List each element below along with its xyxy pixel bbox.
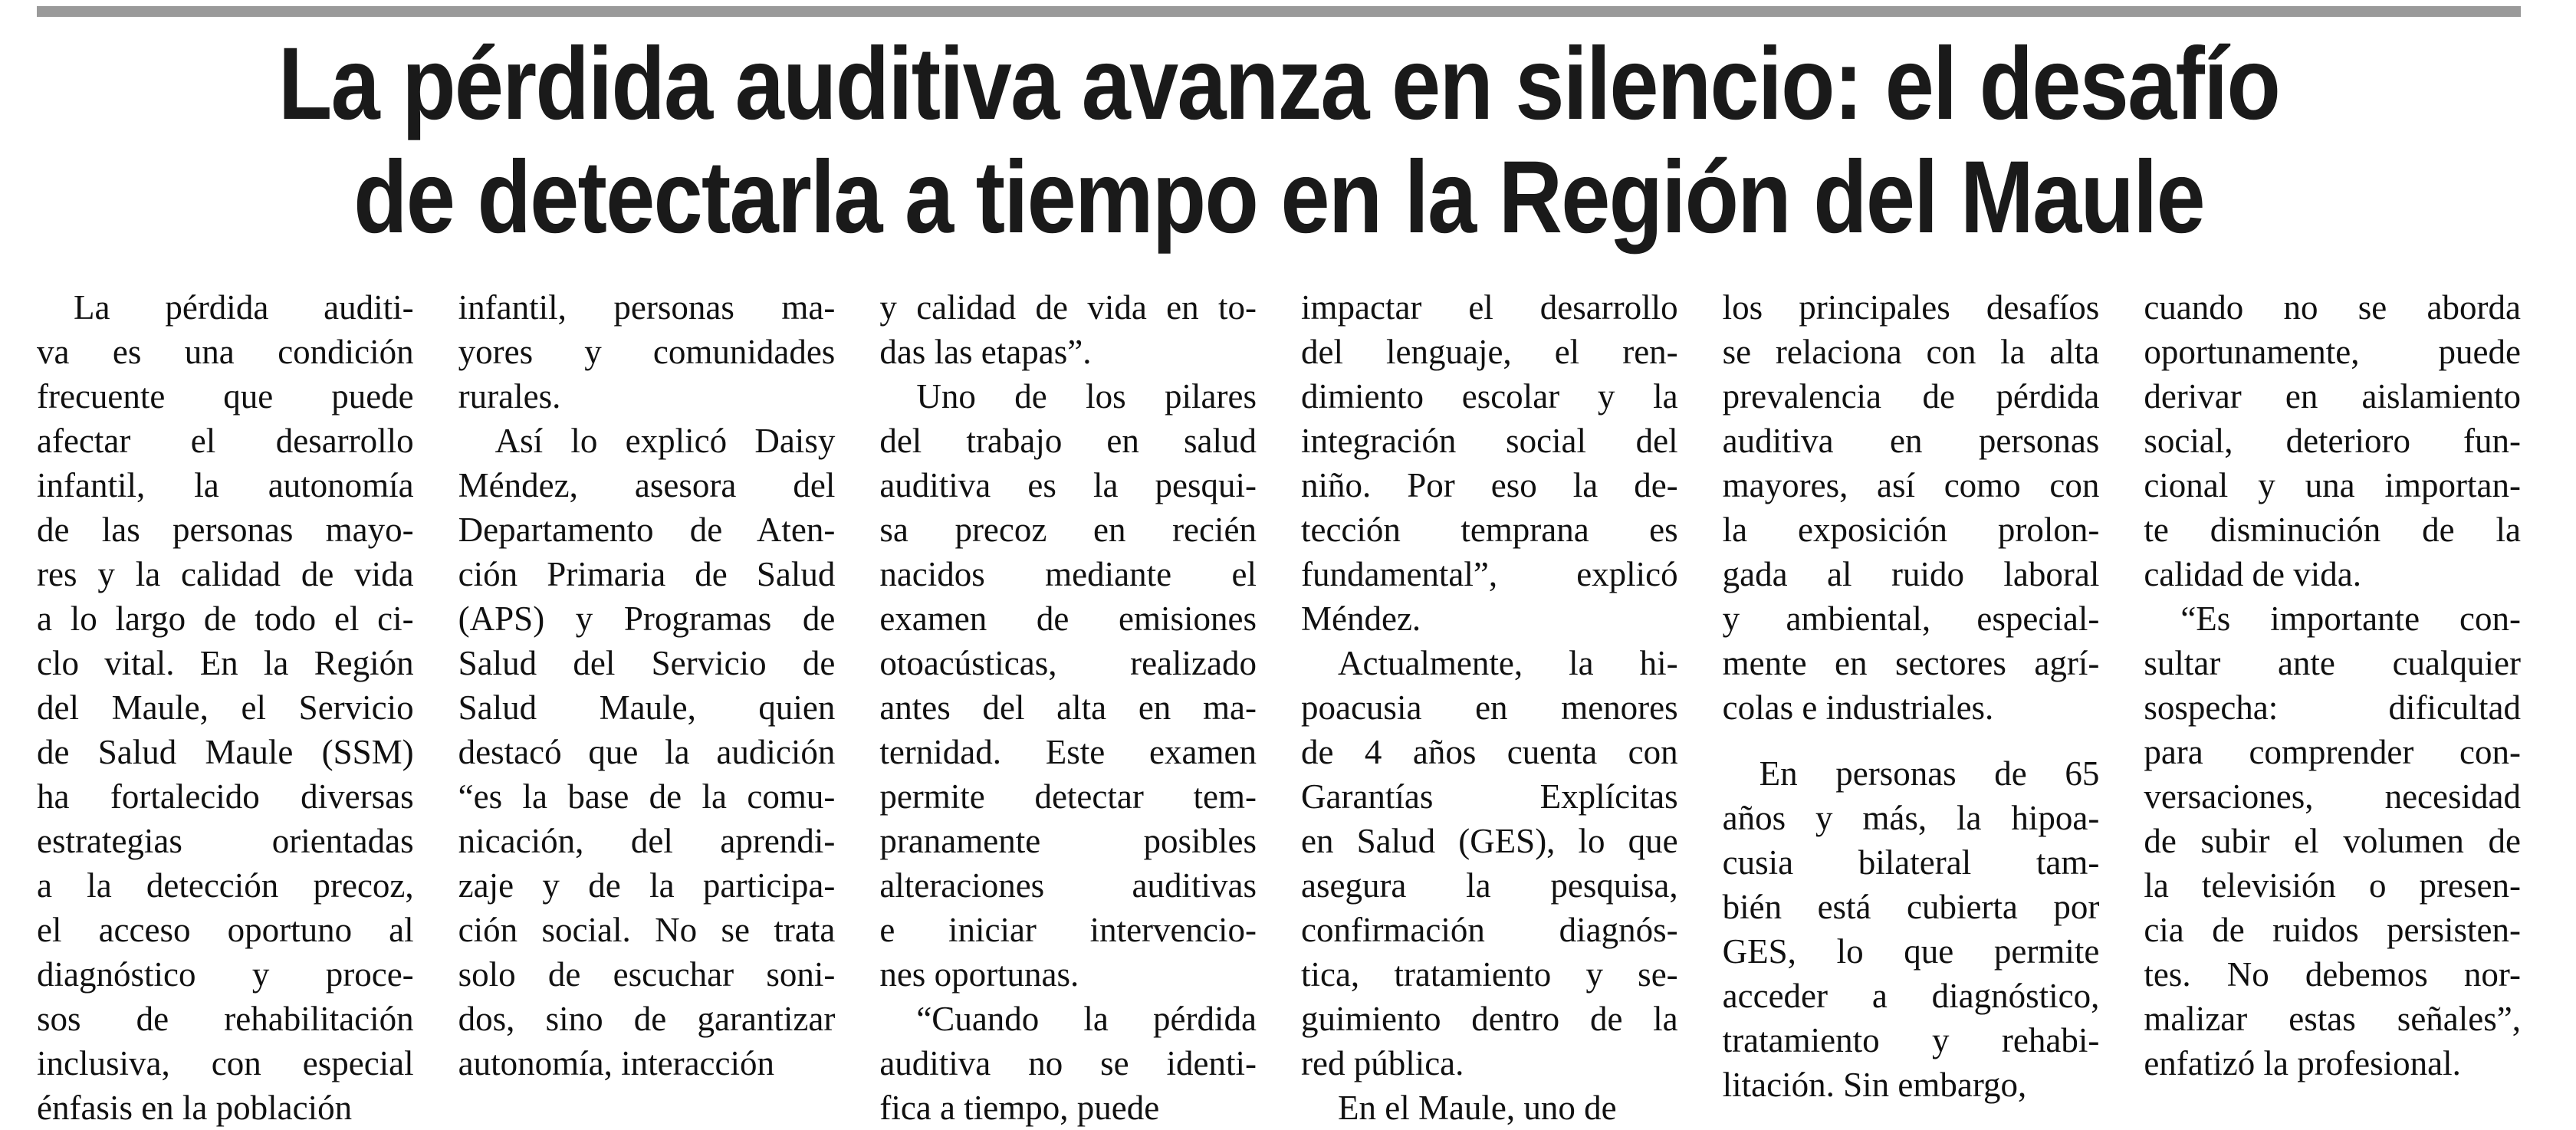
article-text-line: e iniciar intervencio- — [879, 911, 1257, 949]
article-text-line: sospecha: dificultad — [2144, 688, 2521, 727]
article-text-line: cional y una importan- — [2144, 466, 2521, 504]
article-text-line: “es la base de la comu- — [458, 777, 836, 816]
article-text-line: das las etapas”. — [879, 333, 1092, 371]
article-text-line: el acceso oportuno al — [37, 911, 414, 949]
article-text-line: ternidad. Este examen — [879, 733, 1257, 771]
article-paragraph — [879, 997, 1257, 1130]
article-text-line: ha fortalecido diversas — [37, 777, 414, 816]
article-text-line: integración social del — [1300, 422, 1678, 460]
article-text-line: Uno de los pilares — [916, 377, 1257, 416]
article-text-line: ción Primaria de Salud — [458, 555, 836, 593]
article-text-line: fica a tiempo, puede — [879, 1089, 1160, 1127]
article-text-line: GES, lo que permite — [1722, 932, 2100, 971]
article-text-line: malizar estas señales”, — [2144, 1000, 2521, 1038]
article-paragraph — [458, 419, 836, 1086]
article-text-line: nes oportunas. — [879, 955, 1079, 994]
article-text-line: fundamental”, explicó — [1300, 555, 1678, 593]
article-text-line: de subir el volumen de — [2144, 822, 2521, 860]
article-text-line: años y más, la hipoa- — [1722, 799, 2100, 837]
article-text-line: sa precoz en recién — [879, 511, 1257, 549]
article-text-line: de 4 años cuenta con — [1300, 733, 1678, 771]
article-text-line: acceder a diagnóstico, — [1722, 977, 2100, 1015]
article-text-line: alteraciones auditivas — [879, 866, 1257, 905]
article-column-1 — [37, 285, 414, 1130]
article-column-3 — [879, 285, 1257, 1130]
article-text-line: confirmación diagnós- — [1300, 911, 1678, 949]
article-text-line: a la detección precoz, — [37, 866, 414, 905]
article-text-line: En personas de 65 — [1759, 754, 2100, 793]
headline — [211, 28, 2347, 255]
article-text-line: tratamiento y rehabi- — [1722, 1021, 2100, 1059]
article-text-line: diagnóstico y proce- — [37, 955, 414, 994]
article-text-line: antes del alta en ma- — [879, 688, 1257, 727]
article-text-line: yores y comunidades — [458, 333, 836, 371]
article-text-line: Departamento de Aten- — [458, 511, 836, 549]
article-text-line: a lo largo de todo el ci- — [37, 599, 414, 638]
article-text-line: “Es importante con- — [2180, 599, 2521, 638]
article-text-line: frecuente que puede — [37, 377, 414, 416]
article-text-line: dos, sino de garantizar — [458, 1000, 836, 1038]
article-text-line: solo de escuchar soni- — [458, 955, 836, 994]
article-text-line: nacidos mediante el — [879, 555, 1257, 593]
article-text-line: del Maule, el Servicio — [37, 688, 414, 727]
article-paragraph — [2144, 596, 2521, 1086]
headline-line-2: de detectarla a tiempo en la Región del Maule — [353, 140, 2204, 255]
article-text-line: cuando no se aborda — [2144, 288, 2521, 327]
article-text-line: tes. No debemos nor- — [2144, 955, 2521, 994]
article-text-line: pranamente posibles — [879, 822, 1257, 860]
article-text-line: auditiva en personas — [1722, 422, 2100, 460]
article-text-line: Salud del Servicio de — [458, 644, 836, 682]
article-text-line: derivar en aislamiento — [2144, 377, 2521, 416]
article-paragraph — [1723, 751, 2100, 1107]
article-text-line: afectar el desarrollo — [37, 422, 414, 460]
article-text-line: Méndez. — [1300, 599, 1421, 638]
top-rule — [37, 6, 2521, 17]
headline-line-1: La pérdida auditiva avanza en silencio: el desafío — [278, 27, 2280, 141]
article-text-line: impactar el desarrollo — [1300, 288, 1678, 327]
article-text-line: autonomía, interacción — [458, 1044, 774, 1082]
article-paragraph — [2144, 285, 2521, 596]
article-text-line: los principales desafíos — [1722, 288, 2100, 327]
article-text-line: en Salud (GES), lo que — [1300, 822, 1678, 860]
article-text-line: inclusiva, con especial — [37, 1044, 414, 1082]
article-text-line: sos de rehabilitación — [37, 1000, 414, 1038]
article-paragraph — [1723, 285, 2100, 730]
article-text-line: asegura la pesquisa, — [1300, 866, 1678, 905]
article-paragraph — [1301, 285, 1678, 641]
article-text-line: litación. Sin embargo, — [1722, 1066, 2027, 1104]
article-text-line: bién está cubierta por — [1722, 888, 2100, 926]
article-body — [37, 285, 2521, 1127]
article-text-line: auditiva es la pesqui- — [879, 466, 1257, 504]
article-text-line: Méndez, asesora del — [458, 466, 836, 504]
article-paragraph — [458, 285, 836, 419]
article-text-line: En el Maule, uno de — [1337, 1089, 1617, 1127]
article-text-line: oportunamente, puede — [2144, 333, 2521, 371]
article-text-line: mente en sectores agrí- — [1722, 644, 2100, 682]
article-text-line: niño. Por eso la de- — [1300, 466, 1678, 504]
article-text-line: énfasis en la población — [37, 1089, 353, 1127]
article-column-5 — [1723, 285, 2100, 1130]
article-text-line: para comprender con- — [2144, 733, 2521, 771]
article-text-line: zaje y de la participa- — [458, 866, 836, 905]
article-text-line: va es una condición — [37, 333, 414, 371]
article-text-line: y calidad de vida en to- — [879, 288, 1257, 327]
article-text-line: poacusia en menores — [1300, 688, 1678, 727]
article-text-line: colas e industriales. — [1722, 688, 1994, 727]
article-text-line: permite detectar tem- — [879, 777, 1257, 816]
article-text-line: otoacústicas, realizado — [879, 644, 1257, 682]
article-text-line: Salud Maule, quien — [458, 688, 836, 727]
article-text-line: auditiva no se identi- — [879, 1044, 1257, 1082]
article-text-line: ción social. No se trata — [458, 911, 836, 949]
article-text-line: Garantías Explícitas — [1300, 777, 1678, 816]
article-text-line: del lenguaje, el ren- — [1300, 333, 1678, 371]
article-paragraph — [879, 374, 1257, 997]
article-text-line: social, deterioro fun- — [2144, 422, 2521, 460]
article-text-line: prevalencia de pérdida — [1722, 377, 2100, 416]
article-text-line: Así lo explicó Daisy — [495, 422, 836, 460]
article-text-line: de las personas mayo- — [37, 511, 414, 549]
article-text-line: tica, tratamiento y se- — [1300, 955, 1678, 994]
article-text-line: La pérdida auditi- — [74, 288, 414, 327]
article-text-line: calidad de vida. — [2144, 555, 2361, 593]
article-text-line: infantil, personas ma- — [458, 288, 836, 327]
article-text-line: y ambiental, especial- — [1722, 599, 2100, 638]
article-text-line: se relaciona con la alta — [1722, 333, 2100, 371]
article-text-line: destacó que la audición — [458, 733, 836, 771]
article-text-line: nicación, del aprendi- — [458, 822, 836, 860]
article-text-line: rurales. — [458, 377, 561, 416]
article-text-line: la exposición prolon- — [1722, 511, 2100, 549]
article-paragraph — [1301, 641, 1678, 1086]
article-text-line: Actualmente, la hi- — [1337, 644, 1678, 682]
article-text-line: te disminución de la — [2144, 511, 2521, 549]
article-text-line: res y la calidad de vida — [37, 555, 414, 593]
article-text-line: la televisión o presen- — [2144, 866, 2521, 905]
article-text-line: versaciones, necesidad — [2144, 777, 2521, 816]
article-text-line: infantil, la autonomía — [37, 466, 414, 504]
article-text-line: dimiento escolar y la — [1300, 377, 1678, 416]
article-column-6 — [2144, 285, 2521, 1130]
article-text-line: sultar ante cualquier — [2144, 644, 2521, 682]
article-text-line: cusia bilateral tam- — [1722, 843, 2100, 882]
article-text-line: cia de ruidos persisten- — [2144, 911, 2521, 949]
article-column-2 — [458, 285, 836, 1130]
article-text-line: (APS) y Programas de — [458, 599, 836, 638]
article-text-line: guimiento dentro de la — [1300, 1000, 1678, 1038]
article-text-line: mayores, así como con — [1722, 466, 2100, 504]
article-text-line: clo vital. En la Región — [37, 644, 414, 682]
article-text-line: examen de emisiones — [879, 599, 1257, 638]
article-column-4 — [1301, 285, 1678, 1130]
article-text-line: gada al ruido laboral — [1722, 555, 2100, 593]
article-paragraph — [879, 285, 1257, 374]
article-text-line: “Cuando la pérdida — [916, 1000, 1257, 1038]
article-text-line: del trabajo en salud — [879, 422, 1257, 460]
article-text-line: tección temprana es — [1300, 511, 1678, 549]
article-paragraph — [37, 285, 414, 1130]
article-text-line: de Salud Maule (SSM) — [37, 733, 414, 771]
article-text-line: enfatizó la profesional. — [2144, 1044, 2461, 1082]
article-text-line: red pública. — [1300, 1044, 1464, 1082]
article-text-line: estrategias orientadas — [37, 822, 414, 860]
article-paragraph — [1301, 1086, 1678, 1130]
